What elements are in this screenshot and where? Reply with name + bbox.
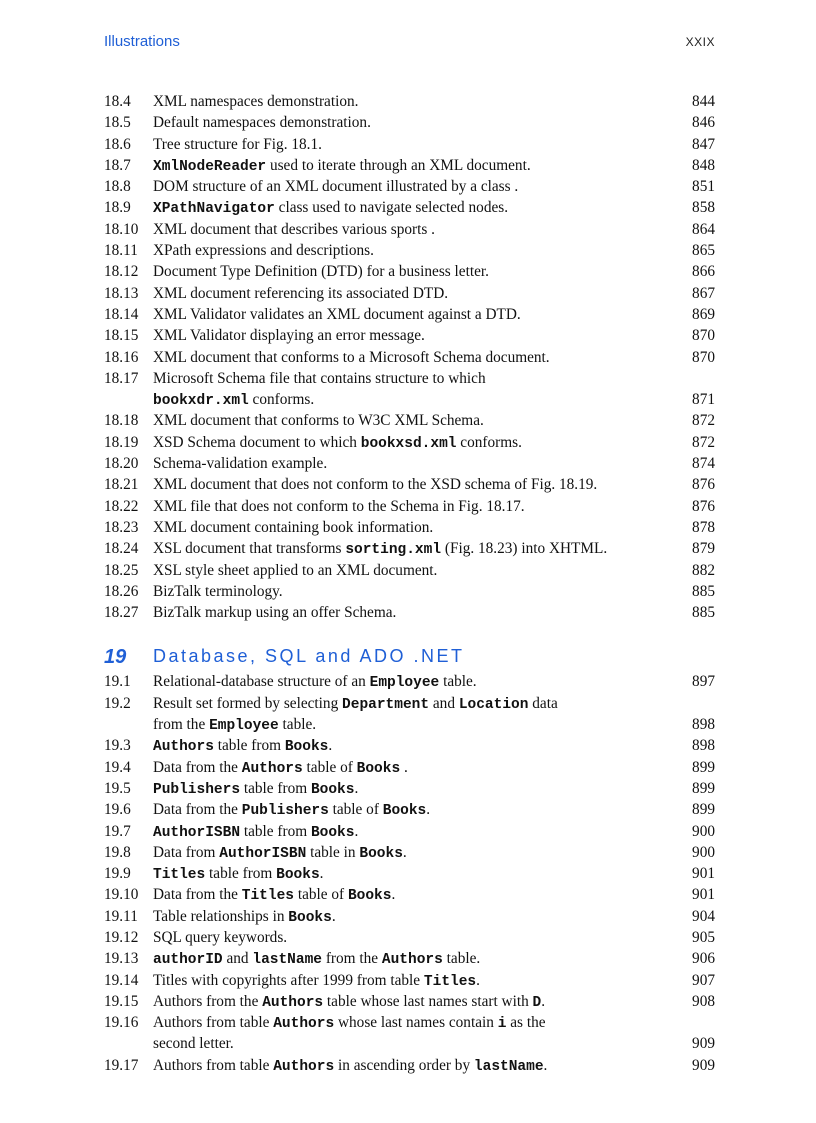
figure-number: 18.12 [104,263,139,281]
caption-text: XML Validator validates an XML document against a DTD. [153,305,521,323]
list-item [104,496,715,517]
figure-number: 19.5 [104,779,131,797]
caption-text: . [391,886,396,904]
list-item [104,560,715,581]
figure-number: 19.16 [104,1014,139,1032]
figure-number: 19.10 [104,886,139,904]
figure-caption [153,693,558,716]
page-reference: 874 [692,455,715,473]
page-reference: 876 [692,497,715,515]
list-item [104,884,715,905]
list-item [104,176,715,197]
list-item [104,325,715,346]
page-reference: 867 [692,284,715,302]
figure-number: 18.25 [104,561,139,579]
code-term: Employee [369,675,440,692]
page-reference: 901 [692,886,715,904]
page-reference: 879 [692,540,715,558]
code-term: lastName [473,1058,544,1075]
figure-number: 19.15 [104,992,139,1010]
figure-caption [153,1033,234,1054]
figure-number: 19.1 [104,673,131,691]
caption-text: table of [328,801,383,819]
caption-text: as the [506,1014,546,1032]
page-reference: 872 [692,433,715,451]
page-reference: 869 [692,305,715,323]
code-term: Authors [273,1058,335,1075]
caption-text: Relational-database structure of an [153,673,370,691]
figure-number: 18.7 [104,156,131,174]
figure-caption [153,155,531,178]
list-item [104,261,715,282]
figure-caption [153,368,486,389]
caption-text: data [528,694,558,712]
figure-caption [153,325,425,346]
page-reference: 844 [692,93,715,110]
figure-number: 19.12 [104,928,139,946]
figure-caption [153,517,433,538]
page-number: XXIX [685,35,715,49]
figure-number: 19.8 [104,843,131,861]
page-reference: 900 [692,843,715,861]
figure-number: 18.10 [104,220,139,238]
figure-number: 19.13 [104,950,139,968]
list-item [104,991,715,1012]
figure-caption [153,197,508,220]
caption-text: XML file that does not conform to the Schema in Fig. 18.17. [153,497,525,515]
list-item [104,389,715,410]
code-term: AuthorISBN [219,845,307,862]
list-item [104,970,715,991]
code-term: bookxdr.xml [153,393,249,410]
list-item [104,1055,715,1076]
caption-text: table. [439,673,477,691]
page-reference: 870 [692,327,715,345]
code-term: Books [276,867,320,884]
caption-text: (Fig. 18.23) into XHTML. [441,540,608,558]
list-item [104,240,715,261]
page-reference: 900 [692,822,715,840]
figure-caption [153,906,336,929]
code-term: XPathNavigator [153,201,275,218]
code-term: i [497,1016,507,1033]
figure-number: 19.2 [104,694,131,712]
page-reference: 906 [692,950,715,968]
caption-text: XML document that does not conform to the XSD schema of Fig. 18.19. [153,476,598,494]
page-reference: 885 [692,582,715,600]
list-item [104,842,715,863]
figure-caption [153,714,316,737]
figure-number: 18.13 [104,284,139,302]
caption-text: second letter. [153,1035,234,1053]
figure-number: 18.26 [104,582,139,600]
caption-text: . [331,907,336,925]
figure-number: 18.27 [104,604,139,622]
list-item [104,155,715,176]
caption-text: table of [294,886,348,904]
figure-number: 18.24 [104,540,139,558]
caption-text: table whose last names start with [323,992,533,1010]
list-item [104,112,715,133]
figure-caption [153,176,518,197]
code-term: Department [342,696,430,713]
page-reference: 898 [692,716,715,734]
caption-text: . [354,822,359,840]
caption-text: Table relationships in [153,907,289,925]
caption-text: Data from [153,843,220,861]
figure-number: 18.4 [104,93,131,110]
caption-text: . [328,737,333,755]
figure-caption [153,219,435,240]
caption-text: . [541,992,546,1010]
chapter-19-entries [104,671,715,1076]
figure-caption [153,735,332,758]
list-item [104,91,715,112]
page-reference: 904 [692,907,715,925]
caption-text: XML document referencing its associated DTD. [153,284,449,302]
figure-number: 18.21 [104,476,139,494]
figure-number: 18.5 [104,114,131,132]
caption-text: whose last names contain [334,1014,498,1032]
page-reference: 876 [692,476,715,494]
caption-text: XML document containing book information. [153,518,434,536]
page-reference: 847 [692,135,715,153]
caption-text: Data from the [153,886,242,904]
list-item [104,368,715,389]
figure-caption [153,538,607,561]
figure-caption [153,842,407,865]
caption-text: class used to navigate selected nodes. [274,199,509,217]
figure-number: 19.7 [104,822,131,840]
figure-number: 18.22 [104,497,139,515]
caption-text: Authors from table [153,1056,274,1074]
caption-text: Authors from the [153,992,263,1010]
caption-text: from the [153,716,210,734]
caption-text: in ascending order by [334,1056,474,1074]
page-reference: 899 [692,801,715,819]
figure-caption [153,474,597,495]
caption-text: table from [240,779,311,797]
figure-number: 18.23 [104,518,139,536]
caption-text: Schema-validation example. [153,455,328,473]
figure-caption [153,432,522,455]
caption-text: Result set formed by selecting [153,694,343,712]
illustrations-list [104,91,715,1076]
page-reference: 905 [692,928,715,946]
page-reference: 907 [692,971,715,989]
page-reference: 908 [692,992,715,1010]
figure-caption [153,1012,546,1035]
caption-text: . [319,865,324,883]
caption-text: XSL document that transforms [153,540,346,558]
figure-number: 18.6 [104,135,131,153]
caption-text: XML namespaces demonstration. [153,93,359,110]
code-term: bookxsd.xml [360,435,457,452]
caption-text: SQL query keywords. [153,928,288,946]
page-reference: 866 [692,263,715,281]
figure-caption [153,581,283,602]
figure-caption [153,602,396,623]
list-item [104,948,715,969]
list-item [104,927,715,948]
figure-caption [153,948,480,971]
code-term: lastName [252,952,322,969]
list-item [104,474,715,495]
caption-text: Data from the [153,801,242,819]
figure-number: 18.15 [104,327,139,345]
code-term: Books [347,888,392,905]
list-item [104,671,715,692]
caption-text: table in [306,843,360,861]
figure-number: 19.17 [104,1056,139,1074]
caption-text: BizTalk markup using an offer Schema. [153,604,397,622]
list-item [104,197,715,218]
code-term: D [532,994,542,1011]
page-reference: 898 [692,737,715,755]
list-item [104,410,715,431]
caption-text: table. [278,716,317,734]
figure-caption [153,91,358,112]
figure-number: 18.18 [104,412,139,430]
code-term: Authors [241,760,303,777]
caption-text: conforms. [456,433,522,451]
caption-text: Microsoft Schema file that contains structure to which [153,369,486,387]
code-term: Books [359,845,403,862]
figure-caption [153,347,550,368]
code-term: Books [310,781,355,798]
code-term: Employee [209,718,279,735]
caption-text: Document Type Definition (DTD) for a business letter. [153,263,489,281]
list-item [104,714,715,735]
caption-text: . [400,758,408,776]
figure-caption [153,453,327,474]
page-reference: 899 [692,758,715,776]
caption-text: XML document that conforms to a Microsoft Schema document. [153,348,550,366]
figure-caption [153,112,371,133]
page-reference: 899 [692,779,715,797]
page-reference: 882 [692,561,715,579]
figure-caption [153,970,480,993]
figure-number: 18.20 [104,455,139,473]
list-item [104,821,715,842]
figure-caption [153,410,484,431]
figure-caption [153,1055,547,1078]
page-reference: 846 [692,114,715,132]
chapter-18-entries [104,91,715,623]
page-reference: 848 [692,156,715,174]
running-head-title: Illustrations [104,33,180,50]
code-term: Titles [423,973,477,990]
figure-caption [153,991,545,1014]
code-term: Authors [273,1016,335,1033]
caption-text: XML Validator displaying an error message. [153,327,425,345]
list-item [104,134,715,155]
caption-text: DOM structure of an XML document illustrated by a class . [153,178,519,196]
caption-text: table from [213,737,285,755]
page-reference: 872 [692,412,715,430]
code-term: Publishers [241,803,329,820]
figure-caption [153,757,408,780]
code-term: Titles [153,867,206,884]
list-item [104,863,715,884]
caption-text: . [354,779,359,797]
list-item [104,453,715,474]
figure-number: 18.9 [104,199,131,217]
list-item [104,1012,715,1033]
figure-number: 19.11 [104,907,138,925]
list-item [104,432,715,453]
code-term: Publishers [153,781,241,798]
figure-number: 18.19 [104,433,139,451]
figure-caption [153,261,489,282]
code-term: Authors [153,739,214,756]
figure-caption [153,671,477,694]
caption-text: XPath expressions and descriptions. [153,242,374,260]
page-reference: 878 [692,518,715,536]
list-item [104,735,715,756]
figure-caption [153,778,358,801]
list-item [104,1033,715,1054]
figure-caption [153,240,374,261]
caption-text: table from [205,865,277,883]
list-item [104,693,715,714]
list-item [104,517,715,538]
caption-text: from the [322,950,382,968]
code-term: authorID [153,952,223,969]
page-reference: 909 [692,1035,715,1053]
figure-caption [153,560,437,581]
figure-caption [153,821,358,844]
caption-text: table from [240,822,311,840]
caption-text: XSD Schema document to which [153,433,361,451]
figure-caption [153,884,395,907]
caption-text: and [222,950,253,968]
page-reference: 870 [692,348,715,366]
caption-text: table of [302,758,357,776]
caption-text: . [426,801,431,819]
running-head [104,33,715,53]
figure-caption [153,799,430,822]
figure-number: 19.9 [104,865,131,883]
list-item [104,757,715,778]
figure-number: 19.3 [104,737,131,755]
figure-number: 18.16 [104,348,139,366]
caption-text: used to iterate through an XML document. [266,156,531,174]
figure-caption [153,496,525,517]
code-term: Authors [262,994,324,1011]
caption-text: XML document that describes various sports . [153,220,435,238]
caption-text: table. [442,950,481,968]
figure-caption [153,134,322,155]
list-item [104,304,715,325]
list-item [104,799,715,820]
caption-text: and [429,694,459,712]
caption-text: Tree structure for Fig. 18.1. [153,135,322,153]
list-item [104,602,715,623]
code-term: Books [288,909,332,926]
caption-text: Default namespaces demonstration. [153,114,371,132]
caption-text: . [476,971,480,989]
code-term: Books [382,803,427,820]
page-reference: 871 [692,391,715,409]
code-term: Books [284,739,329,756]
list-item [104,219,715,240]
caption-text: . [402,843,407,861]
code-term: Titles [241,888,294,905]
caption-text: BizTalk terminology. [153,582,283,600]
page-reference: 885 [692,604,715,622]
code-term: AuthorISBN [153,824,241,841]
list-item [104,283,715,304]
figure-number: 18.17 [104,369,139,387]
list-item [104,347,715,368]
page-reference: 901 [692,865,715,883]
page-reference: 851 [692,178,715,196]
figure-caption [153,304,521,325]
page-reference: 909 [692,1056,715,1074]
figure-caption [153,283,448,304]
list-item [104,906,715,927]
figure-number: 19.6 [104,801,131,819]
figure-number: 18.8 [104,178,131,196]
caption-text: XSL style sheet applied to an XML document. [153,561,438,579]
caption-text: Titles with copyrights after 1999 from table [153,971,424,989]
code-term: Authors [381,952,443,969]
figure-caption [153,927,287,948]
figure-number: 19.14 [104,971,139,989]
chapter-title: Database, SQL and ADO .NET [153,646,465,667]
code-term: sorting.xml [345,542,442,559]
figure-number: 19.4 [104,758,131,776]
figure-number: 18.11 [104,242,138,260]
code-term: XmlNodeReader [153,158,267,175]
code-term: Location [458,696,529,713]
page-reference: 865 [692,242,715,260]
caption-text: Authors from table [153,1014,274,1032]
caption-text: XML document that conforms to W3C XML Schema. [153,412,484,430]
figure-caption [153,863,324,886]
caption-text: Data from the [153,758,242,776]
figure-number: 18.14 [104,305,139,323]
page-reference: 864 [692,220,715,238]
list-item [104,778,715,799]
caption-text: . [543,1056,548,1074]
caption-text: conforms. [248,391,315,409]
figure-caption [153,389,314,412]
chapter-heading [104,646,715,672]
chapter-number: 19 [104,646,127,669]
code-term: Books [356,760,401,777]
page-reference: 858 [692,199,715,217]
page-reference: 897 [692,673,715,691]
code-term: Books [310,824,355,841]
list-item [104,581,715,602]
list-item [104,538,715,559]
